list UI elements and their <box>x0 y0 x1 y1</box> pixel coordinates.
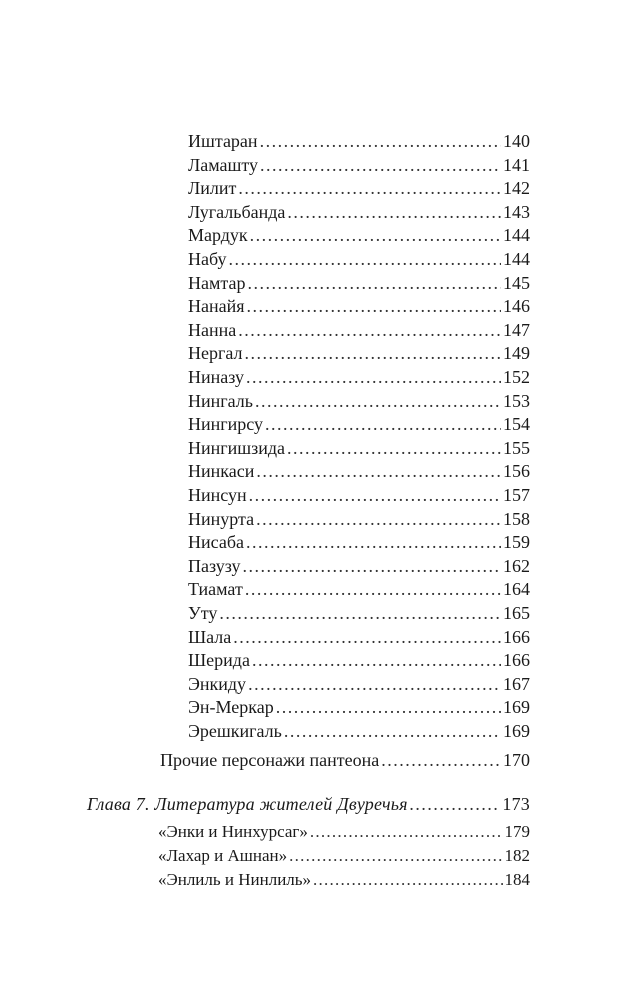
dot-leader <box>248 672 501 696</box>
entry-page: 149 <box>503 343 530 364</box>
entry-label: «Энки и Нинхурсаг» <box>158 822 308 841</box>
entry-label: Пазузу <box>188 555 241 576</box>
entry-page: 169 <box>503 697 530 718</box>
dot-leader <box>289 844 502 868</box>
entry-label: Иштаран <box>188 131 258 151</box>
toc-entry <box>188 554 530 578</box>
toc-entry <box>188 412 530 436</box>
entry-label: Намтар <box>188 272 246 293</box>
dot-leader <box>242 554 501 578</box>
dot-leader <box>313 868 502 892</box>
entry-page: 165 <box>503 603 530 623</box>
entry-label: Уту <box>188 603 218 623</box>
toc-subentry <box>158 868 530 892</box>
toc-entry <box>188 648 530 672</box>
toc-entry <box>188 271 530 295</box>
entry-page: 158 <box>503 508 530 529</box>
dot-leader <box>246 530 501 554</box>
dot-leader <box>276 695 501 719</box>
entry-label: Шала <box>188 626 232 647</box>
dot-leader <box>247 271 501 295</box>
entry-label: «Лахар и Ашнан» <box>158 846 288 865</box>
entry-page: 155 <box>503 437 530 458</box>
toc-entry <box>188 389 530 413</box>
entry-page: 141 <box>503 154 530 175</box>
entry-label: Мардук <box>188 225 248 246</box>
entry-page: 154 <box>503 414 530 435</box>
entry-label: Эрешкигаль <box>188 721 282 741</box>
toc-entry <box>188 341 530 365</box>
entry-label: Нингирсу <box>188 414 264 435</box>
entry-label: Эн-Меркар <box>188 697 274 718</box>
entry-label: Нинкаси <box>188 461 255 482</box>
entry-page: 182 <box>504 846 530 865</box>
toc-entry <box>188 719 530 743</box>
dot-leader <box>246 365 501 389</box>
dot-leader <box>255 389 501 413</box>
toc-entry <box>188 530 530 554</box>
entry-label: Нинсун <box>188 485 247 505</box>
toc-entry <box>188 223 530 247</box>
dot-leader <box>310 820 503 844</box>
entry-page: 184 <box>504 870 530 889</box>
entry-page: 144 <box>503 225 530 246</box>
toc-entry <box>188 153 530 177</box>
toc-entry <box>188 459 530 483</box>
toc-entry <box>188 625 530 649</box>
toc-entry <box>188 507 530 531</box>
entry-page: 142 <box>503 178 530 199</box>
entry-page: 166 <box>503 626 530 647</box>
dot-leader <box>245 577 501 601</box>
toc-entry <box>188 436 530 460</box>
entry-page: 146 <box>503 296 530 317</box>
toc-entry <box>188 129 530 153</box>
toc-entry <box>188 483 530 507</box>
entry-label: Лугальбанда <box>188 201 286 222</box>
toc-entry <box>188 695 530 719</box>
entry-label: Набу <box>188 249 227 269</box>
entry-page: 167 <box>503 673 530 694</box>
dot-leader <box>250 223 501 247</box>
entry-page: 166 <box>503 650 530 671</box>
entry-label: Нинурта <box>188 508 255 529</box>
chapter-page: 173 <box>502 794 530 814</box>
toc-entry <box>188 318 530 342</box>
dot-leader <box>381 748 501 772</box>
toc-entry <box>188 365 530 389</box>
entry-page: 164 <box>503 579 530 600</box>
dot-leader <box>233 625 501 649</box>
entry-page: 147 <box>503 319 530 340</box>
toc-entry <box>188 294 530 318</box>
entry-page: 159 <box>503 532 530 553</box>
entry-label: Прочие персонажи пантеона <box>160 750 380 770</box>
dot-leader <box>284 719 501 743</box>
dot-leader <box>238 318 501 342</box>
entry-label: Ламашту <box>188 154 258 175</box>
entry-label: Энкиду <box>188 673 247 694</box>
dot-leader <box>256 507 501 531</box>
entry-page: 143 <box>503 201 530 222</box>
dot-leader <box>260 129 501 153</box>
toc-entry <box>188 200 530 224</box>
entry-label: Нисаба <box>188 532 244 553</box>
dot-leader <box>260 153 501 177</box>
chapter-heading <box>87 792 530 816</box>
toc-entry <box>188 176 530 200</box>
toc-entry <box>188 577 530 601</box>
entry-page: 140 <box>503 131 530 151</box>
dot-leader <box>249 483 501 507</box>
dot-leader <box>256 459 501 483</box>
dot-leader <box>219 601 501 625</box>
toc-entry <box>188 672 530 696</box>
toc-entry <box>188 601 530 625</box>
entry-label: Нергал <box>188 343 243 364</box>
chapter-title: Глава 7. Литература жителей Двуречья <box>87 794 408 814</box>
dot-leader <box>247 294 501 318</box>
dot-leader <box>245 341 501 365</box>
entry-label: Лилит <box>188 178 237 199</box>
dot-leader <box>287 436 501 460</box>
toc-subentry <box>158 844 530 868</box>
dot-leader <box>287 200 501 224</box>
entry-label: Нанайя <box>188 296 245 317</box>
dot-leader <box>265 412 501 436</box>
entry-label: Нингаль <box>188 390 253 411</box>
entry-page: 156 <box>503 461 530 482</box>
dot-leader <box>238 176 501 200</box>
dot-leader <box>252 648 501 672</box>
entry-page: 152 <box>503 367 530 387</box>
entry-page: 169 <box>503 721 530 741</box>
toc-subentry <box>158 820 530 844</box>
entry-page: 179 <box>504 822 530 841</box>
entry-label: Тиамат <box>188 579 243 600</box>
dot-leader <box>410 792 501 816</box>
entry-page: 170 <box>503 750 530 770</box>
entry-page: 157 <box>503 485 530 505</box>
entry-page: 144 <box>503 249 530 269</box>
toc-entry <box>188 247 530 271</box>
entry-label: Ниназу <box>188 367 244 387</box>
dot-leader <box>228 247 501 271</box>
entry-page: 145 <box>503 272 530 293</box>
entry-page: 153 <box>503 390 530 411</box>
entry-page: 162 <box>503 555 530 576</box>
entry-label: Нанна <box>188 319 237 340</box>
entry-label: «Энлиль и Нинлиль» <box>158 870 312 889</box>
toc-entry-other <box>160 748 530 772</box>
entry-label: Нингишзида <box>188 437 286 458</box>
entry-label: Шерида <box>188 650 250 671</box>
